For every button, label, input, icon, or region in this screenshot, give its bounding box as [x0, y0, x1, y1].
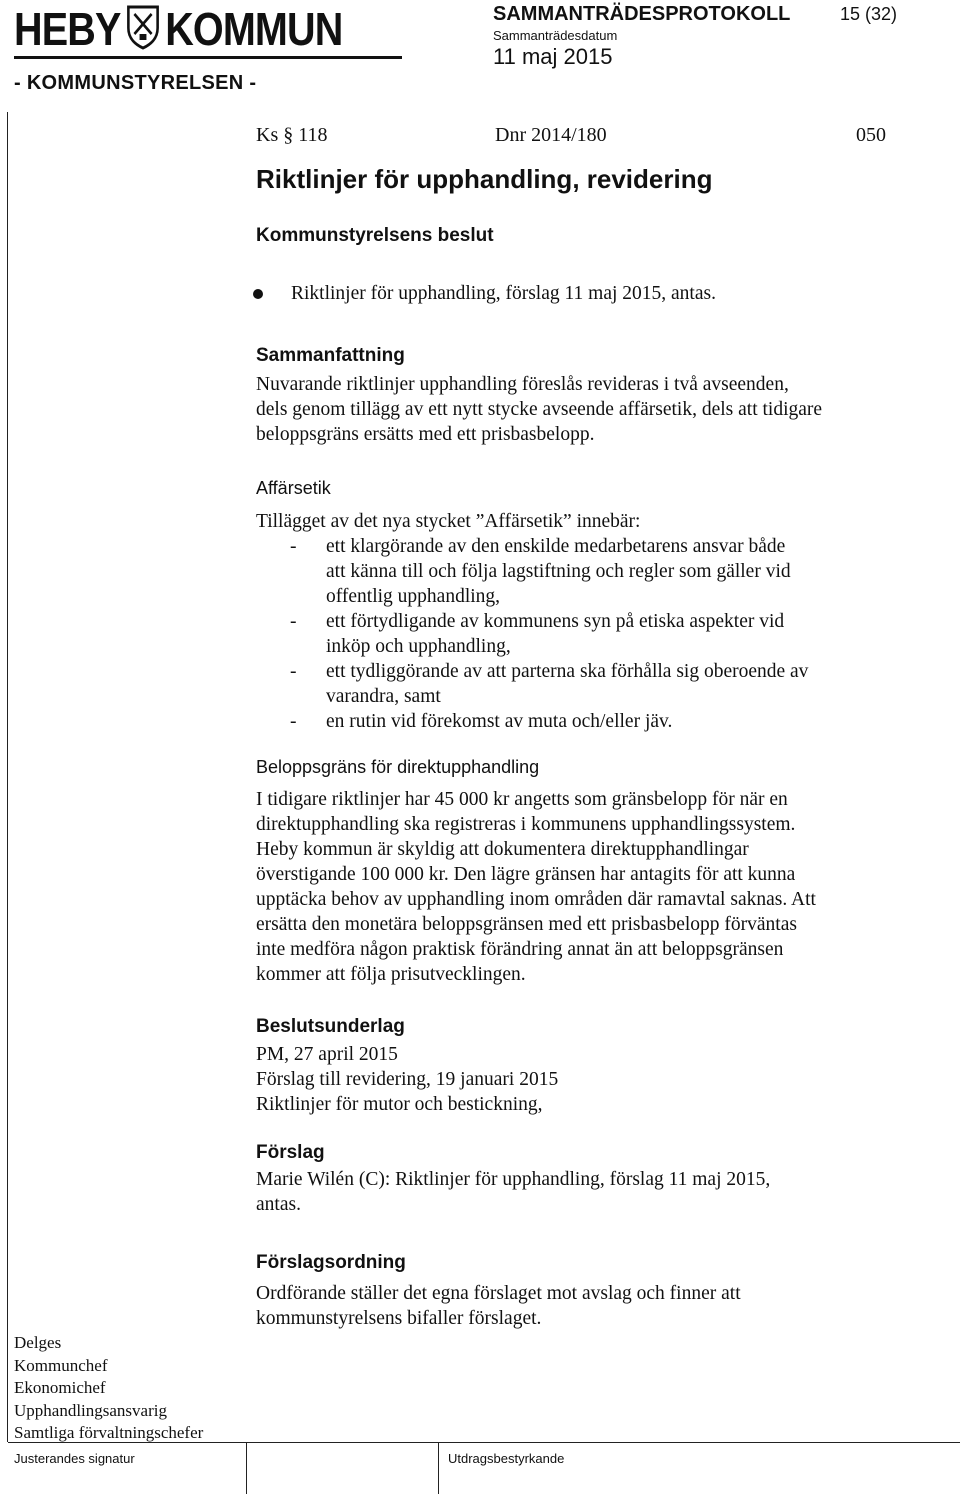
proposal-line: Marie Wilén (C): Riktlinjer för upphandling, förslag 11 maj 2015,: [256, 1169, 771, 1190]
left-margin-rule: [7, 112, 8, 1442]
list-item: [256, 709, 936, 734]
limit-line: I tidigare riktlinjer har 45 000 kr angetts som gränsbelopp för när en: [256, 789, 788, 810]
meeting-date: 11 maj 2015: [493, 44, 613, 69]
dash-marker: -: [290, 611, 297, 632]
order-heading: Förslagsordning: [256, 1252, 406, 1273]
distribution-item: Upphandlingsansvarig: [14, 1400, 167, 1420]
list-item-line: varandra, samt: [326, 686, 441, 707]
proposal-text: [256, 1167, 936, 1217]
basis-item: Förslag till revidering, 19 januari 2015: [256, 1069, 559, 1090]
list-item: [256, 659, 936, 709]
summary-line: dels genom tillägg av ett nytt stycke avseende affärsetik, dels att tidigare: [256, 399, 823, 420]
dash-marker: -: [290, 536, 297, 557]
case-paragraph-number: Ks § 118: [256, 124, 328, 146]
limit-line: upptäcka behov av upphandling inom områden där ramavtal saknas. Att: [256, 889, 816, 910]
protocol-title: SAMMANTRÄDESPROTOKOLL: [493, 3, 791, 25]
order-line: kommunstyrelsens bifaller förslaget.: [256, 1308, 542, 1329]
case-code: 050: [856, 124, 886, 146]
basis-item: Riktlinjer för mutor och bestickning,: [256, 1094, 543, 1115]
list-item-line: en rutin vid förekomst av muta och/eller jäv.: [326, 711, 673, 732]
logo-text-right: KOMMUN: [165, 3, 343, 55]
certification-label: Utdragsbestyrkande: [448, 1451, 565, 1466]
decision-item: Riktlinjer för upphandling, förslag 11 maj 2015, antas.: [291, 283, 716, 304]
meeting-date-label: Sammanträdesdatum: [493, 28, 618, 43]
order-text: [256, 1281, 936, 1331]
footer-divider: [246, 1442, 247, 1494]
order-line: Ordförande ställer det egna förslaget mot avslag och finner att: [256, 1283, 741, 1304]
distribution-item: Samtliga förvaltningschefer: [14, 1423, 204, 1442]
distribution-item: Kommunchef: [14, 1355, 108, 1375]
list-item-line: inköp och upphandling,: [326, 636, 511, 657]
list-item: [256, 609, 936, 659]
ethics-list: [256, 534, 936, 734]
logo-underline: [14, 56, 402, 59]
distribution-item: Ekonomichef: [14, 1378, 106, 1397]
proposal-line: antas.: [256, 1194, 301, 1215]
limit-line: Heby kommun är skyldig att dokumentera direktupphandlingar: [256, 839, 749, 860]
list-item-line: ett tydliggörande av att parterna ska förhålla sig oberoende av: [326, 661, 809, 682]
coat-of-arms-icon: [126, 4, 160, 50]
list-item: [256, 534, 936, 609]
proposal-heading: Förslag: [256, 1142, 325, 1163]
municipality-logo: [14, 2, 342, 56]
limit-line: inte medföra någon praktisk förändring annat än att beloppsgränsen: [256, 939, 784, 960]
case-diary-number: Dnr 2014/180: [495, 124, 607, 146]
summary-line: beloppsgräns ersätts med ett prisbasbelopp.: [256, 424, 595, 445]
limit-line: överstigande 100 000 kr. Den lägre gränsen har antagits för att kunna: [256, 864, 796, 885]
limit-line: kommer att följa prisutvecklingen.: [256, 964, 526, 985]
basis-list: [256, 1042, 936, 1117]
signature-label: Justerandes signatur: [14, 1451, 135, 1466]
logo-text-left: HEBY: [14, 3, 121, 55]
basis-item: PM, 27 april 2015: [256, 1044, 398, 1065]
bullet-icon: [253, 289, 263, 299]
footer-divider: [438, 1442, 439, 1494]
distribution-heading: Delges: [14, 1333, 62, 1352]
page-number: 15 (32): [840, 4, 898, 24]
footer-rule: [8, 1442, 960, 1443]
ethics-heading: Affärsetik: [256, 478, 331, 498]
basis-heading: Beslutsunderlag: [256, 1016, 405, 1037]
distribution-list: [14, 1332, 203, 1445]
list-item-line: ett klargörande av den enskilde medarbetarens ansvar både: [326, 536, 786, 557]
limit-text: [256, 787, 936, 987]
list-item-line: offentlig upphandling,: [326, 586, 501, 607]
summary-text: [256, 372, 936, 447]
summary-line: Nuvarande riktlinjer upphandling föreslås revideras i två avseenden,: [256, 374, 789, 395]
ethics-intro: Tillägget av det nya stycket ”Affärsetik” innebär:: [256, 511, 641, 532]
summary-heading: Sammanfattning: [256, 345, 405, 366]
dash-marker: -: [290, 661, 297, 682]
page-title: Riktlinjer för upphandling, revidering: [256, 164, 713, 194]
dash-marker: -: [290, 711, 297, 732]
list-item-line: ett förtydligande av kommunens syn på etiska aspekter vid: [326, 611, 785, 632]
limit-line: ersätta den monetära beloppsgränsen med ett prisbasbelopp förväntas: [256, 914, 797, 935]
decision-heading: Kommunstyrelsens beslut: [256, 225, 494, 246]
unit-name: - KOMMUNSTYRELSEN -: [14, 72, 257, 94]
limit-heading: Beloppsgräns för direktupphandling: [256, 757, 540, 777]
list-item-line: att känna till och följa lagstiftning och regler som gäller vid: [326, 561, 791, 582]
limit-line: direktupphandling ska registreras i kommunens upphandlingssystem.: [256, 814, 796, 835]
